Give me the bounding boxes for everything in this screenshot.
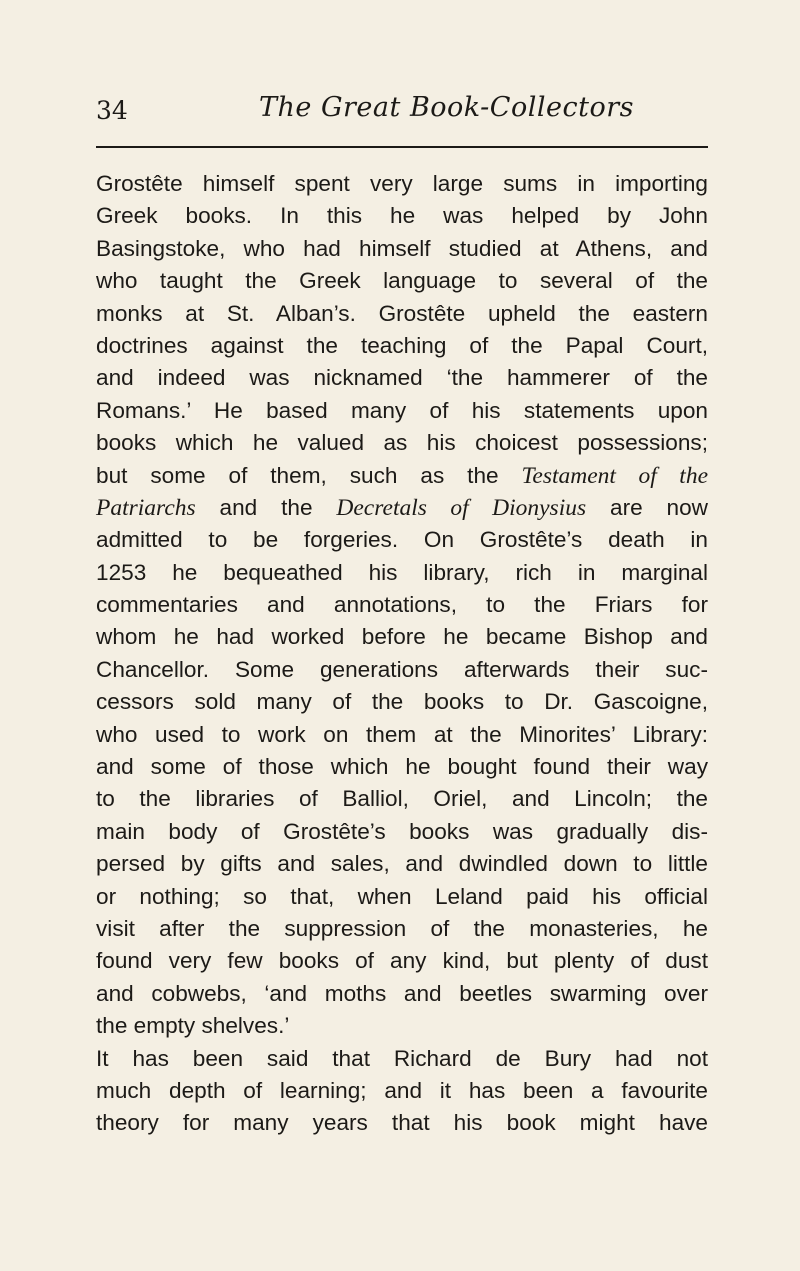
text-line: 1253 he bequeathed his library, rich in marginal bbox=[96, 559, 708, 585]
running-head bbox=[96, 92, 708, 132]
text-line: admitted to be forgeries. On Grostête’s death in bbox=[96, 527, 708, 553]
text-segment: and the bbox=[195, 494, 337, 520]
text-line: visit after the suppression of the monasteries, he bbox=[96, 915, 708, 941]
text-line: monks at St. Alban’s. Grostête upheld the eastern bbox=[96, 300, 708, 326]
text-line: theory for many years that his book might have bbox=[96, 1110, 708, 1136]
text-line: the empty shelves.’ bbox=[96, 1013, 290, 1039]
text-line: Chancellor. Some generations afterwards their suc- bbox=[96, 656, 708, 682]
text-line: doctrines against the teaching of the Papal Court, bbox=[96, 332, 708, 358]
text-line: and indeed was nicknamed ‘the hammerer of the bbox=[96, 365, 708, 391]
text-segment: are now bbox=[586, 494, 708, 520]
italic-title: Decretals of Dionysius bbox=[336, 494, 587, 521]
page-number: 34 bbox=[96, 96, 128, 125]
text-line: books which he valued as his choicest possessions; bbox=[96, 430, 708, 456]
text-line: and cobwebs, ‘and moths and beetles swarming over bbox=[96, 980, 708, 1006]
text-line: cessors sold many of the books to Dr. Gascoigne, bbox=[96, 689, 708, 715]
text-line: who used to work on them at the Minorites’ Library: bbox=[96, 721, 708, 747]
text-line: found very few books of any kind, but plenty of dust bbox=[96, 948, 708, 974]
text-line: who taught the Greek language to several of the bbox=[96, 268, 708, 294]
text-line bbox=[96, 460, 708, 492]
text-line: Greek books. In this he was helped by John bbox=[96, 203, 708, 229]
text-line: much depth of learning; and it has been a favourite bbox=[96, 1077, 708, 1103]
text-line: and some of those which he bought found their way bbox=[96, 754, 708, 780]
body-text bbox=[96, 168, 708, 1140]
text-line: Basingstoke, who had himself studied at Athens, and bbox=[96, 235, 708, 261]
text-line: persed by gifts and sales, and dwindled down to little bbox=[96, 851, 708, 877]
running-title: The Great Book-Collectors bbox=[259, 92, 634, 123]
text-line: Romans.’ He based many of his statements upon bbox=[96, 397, 708, 423]
text-line: whom he had worked before he became Bishop and bbox=[96, 624, 708, 650]
text-line: to the libraries of Balliol, Oriel, and Lincoln; the bbox=[96, 786, 708, 812]
text-segment: but some of them, such as the bbox=[96, 462, 522, 488]
text-line: commentaries and annotations, to the Friars for bbox=[96, 592, 708, 618]
text-line: It has been said that Richard de Bury had not bbox=[96, 1045, 708, 1071]
text-line: or nothing; so that, when Leland paid his official bbox=[96, 883, 708, 909]
header-rule bbox=[96, 146, 708, 148]
text-line: Grostête himself spent very large sums in importing bbox=[96, 171, 708, 196]
italic-title: Testament of the bbox=[521, 462, 709, 489]
text-line: main body of Grostête’s books was gradually dis- bbox=[96, 818, 708, 844]
text-line bbox=[96, 492, 708, 524]
italic-title: Patriarchs bbox=[96, 494, 196, 521]
